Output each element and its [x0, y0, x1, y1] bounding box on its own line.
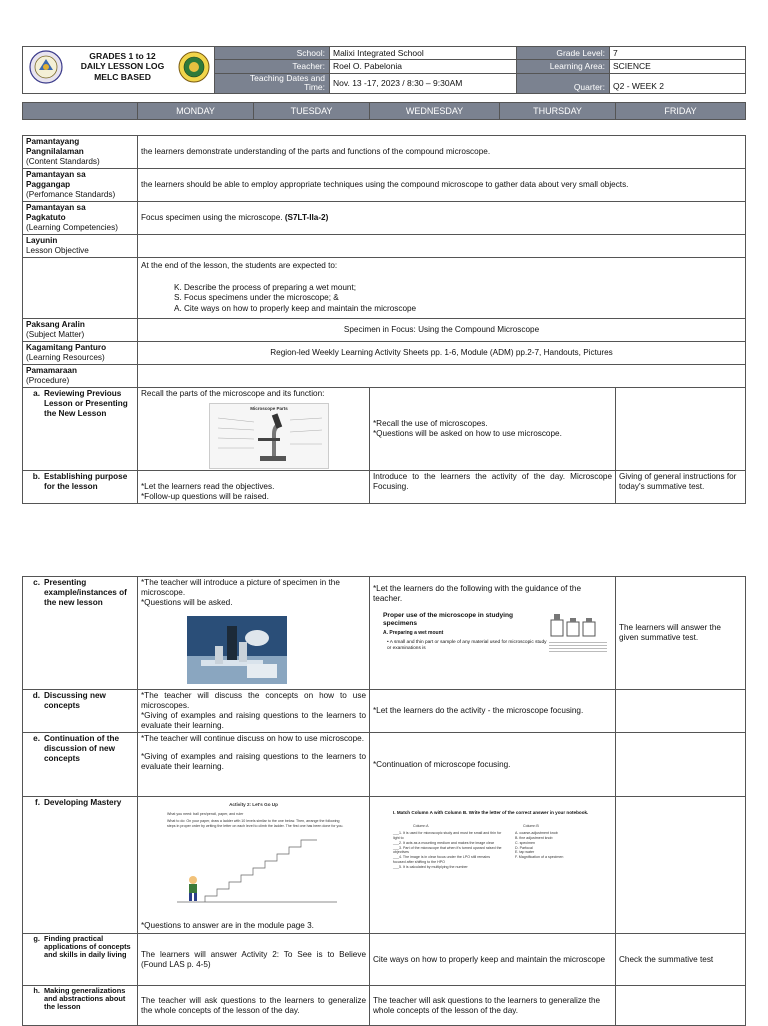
dates-value: Nov. 13 -17, 2023 / 8:30 – 9:30AM: [330, 73, 517, 93]
microscope-parts-image: [209, 403, 329, 469]
procedure-row: [23, 365, 746, 388]
step-f-monday: [138, 797, 370, 934]
step-a-monday: [138, 388, 370, 471]
step-c-label: [23, 577, 138, 690]
subject-matter-text: Specimen in Focus: Using the Compound Microscope: [138, 319, 746, 342]
step-g-label: [23, 934, 138, 986]
area-label: Learning Area:: [517, 60, 610, 73]
step-h-monday: The teacher will ask questions to the learners to generalize the whole concepts of the lesson of the day.: [138, 986, 370, 1026]
content-label-line-3: (Content Standards): [26, 157, 100, 166]
step-f-wednesday: [370, 797, 616, 934]
step-h-letter: h.: [33, 986, 40, 995]
step-c-title: Presenting example/instances of the new lesson: [44, 578, 127, 607]
step-g-row: [23, 934, 746, 986]
matching-item-b-2: B. fine adjustment knob: [515, 835, 553, 840]
quarter-label: Quarter:: [517, 73, 610, 93]
school-seal-icon: [178, 51, 210, 83]
day-monday: MONDAY: [138, 103, 254, 120]
objective-label: [23, 235, 138, 258]
step-b-friday: Giving of general instructions for today's summative test.: [616, 471, 746, 504]
resources-row: [23, 342, 746, 365]
dates-label: [215, 73, 330, 93]
step-e-monday-text-1: *The teacher will continue discuss on how to use microscope.: [141, 734, 364, 743]
ladder-activity-title: Activity 2: Let's Go Up: [229, 802, 278, 807]
microscope-diagram-icon: [210, 404, 328, 468]
wet-mount-bullet-text: A small and thin part or sample of any material used for microscopic study or examinations is: [387, 640, 547, 652]
objective-a: A. Cite ways on how to properly keep and maintain the microscope: [174, 303, 417, 313]
performance-standards-text: the learners should be able to employ appropriate techniques using the compound microscope to gather data about very small objects.: [138, 169, 746, 202]
step-e-row: [23, 733, 746, 797]
step-d-friday: [616, 690, 746, 733]
objectives-blank-label: [23, 258, 138, 319]
obj-label-line-1: Layunin: [26, 236, 58, 245]
step-h-title: Making generalizations and abstractions about the lesson: [44, 986, 126, 1012]
step-b-wednesday: Introduce to the learners the activity of the day. Microscope Focusing.: [370, 471, 616, 504]
ladder-activity-do: What to do: On your paper, draw a ladder with 10 levels similar to the one below. Then, arrange the following steps in proper order by writing the letter on each level to climb the ladder. The first one has been done for you.: [167, 819, 344, 828]
resources-label-line-1: Kagamitang Panturo: [26, 343, 107, 352]
step-h-friday: [616, 986, 746, 1026]
content-label-line-1: Pamantayang: [26, 137, 80, 146]
day-tuesday: TUESDAY: [254, 103, 370, 120]
step-e-monday: [138, 733, 370, 797]
procedure-label-line-2: (Procedure): [26, 376, 70, 385]
days-blank: [23, 103, 138, 120]
comp-label-line-2: Pagkatuto: [26, 213, 66, 222]
step-f-letter: f.: [34, 798, 40, 807]
teacher-value: Roel O. Pabelonia: [330, 60, 517, 73]
title-line-2: DAILY LESSON LOG: [80, 61, 165, 72]
dates-label-line-2: Time:: [304, 82, 325, 93]
competency-text: Focus specimen using the microscope.: [141, 213, 283, 222]
grade-value: 7: [610, 47, 746, 60]
resources-label-line-2: (Learning Resources): [26, 353, 105, 362]
step-c-monday-text: *The teacher will introduce a picture of specimen in the microscope. *Questions will be asked.: [141, 578, 340, 607]
step-f-monday-text: *Questions to answer are in the module page 3.: [141, 921, 314, 930]
step-g-friday: Check the summative test: [616, 934, 746, 986]
performance-standards-label: [23, 169, 138, 202]
matching-item-a-2: ___2. It acts as a mounting medium and makes the image clear: [393, 840, 495, 845]
matching-items-a: [393, 831, 503, 870]
matching-title: I. Match Column A with Column B. Write the letter of the correct answer in your notebook.: [393, 810, 589, 815]
perf-label-line-3: (Perfomance Standards): [26, 190, 116, 199]
step-g-monday: The learners will answer Activity 2: To See is to Believe (Found LAS p. 4-5): [138, 934, 370, 986]
title-cell: [23, 47, 215, 94]
wet-mount-link: [549, 642, 607, 652]
competencies-row: [23, 202, 746, 235]
content-label-line-2: Pangnilalaman: [26, 147, 84, 156]
competency-code: (S7LT-IIa-2): [284, 213, 329, 222]
matching-item-b-5: E. tap water: [515, 850, 535, 855]
microscope-photo-icon: [187, 616, 287, 684]
step-g-wednesday: Cite ways on how to properly keep and maintain the microscope: [370, 934, 616, 986]
step-e-label: [23, 733, 138, 797]
matching-column-b: Column B: [523, 824, 539, 828]
wet-mount-bullet: [387, 640, 547, 652]
perf-label-line-2: Paggangap: [26, 180, 71, 189]
performance-standards-row: [23, 169, 746, 202]
objective-k: K. Describe the process of preparing a wet mount;: [174, 283, 357, 292]
objectives-row: [23, 258, 746, 319]
wet-mount-image: [373, 610, 612, 674]
title-line-3: MELC BASED: [94, 71, 151, 82]
step-a-wednesday: *Recall the use of microscopes. *Questions will be asked on how to use microscope.: [370, 388, 616, 471]
matching-item-b-4: D. Parfocal: [515, 845, 533, 850]
step-e-title: Continuation of the discussion of new concepts: [44, 734, 120, 763]
ladder-steps-icon: [177, 836, 347, 906]
lesson-table-part-2: [22, 576, 746, 1026]
matching-type-image: [373, 798, 612, 928]
step-a-title: Reviewing Previous Lesson or Presenting the New Lesson: [44, 389, 128, 418]
objective-s: S. Focus specimens under the microscope; &: [174, 293, 339, 303]
step-e-monday-text-2: *Giving of examples and raising questions to the learners to evaluate their learning.: [141, 752, 366, 771]
content-standards-text: the learners demonstrate understanding of the parts and functions of the compound microscope.: [138, 136, 746, 169]
ladder-activity-need: What you need: ball pen/pencil, paper, and ruler: [167, 812, 244, 816]
step-b-letter: b.: [32, 472, 40, 481]
competencies-text: [138, 202, 746, 235]
obj-label-line-2: Lesson Objective: [26, 246, 89, 255]
title-line-1: GRADES 1 to 12: [89, 51, 156, 61]
content-standards-label: [23, 136, 138, 169]
day-thursday: THURSDAY: [500, 103, 616, 120]
competencies-label: [23, 202, 138, 235]
step-d-wednesday: *Let the learners do the activity - the microscope focusing.: [370, 690, 616, 733]
step-c-letter: c.: [33, 578, 40, 587]
subject-label-line-2: (Subject Matter): [26, 330, 85, 339]
school-value: Malixi Integrated School: [330, 47, 517, 60]
lesson-table-part-1: [22, 135, 746, 504]
step-c-row: [23, 577, 746, 690]
matching-item-a-4: ___4. The image is in clear focus under the LPO still remains focused after shifting to the HPO: [393, 855, 491, 865]
step-b-monday: *Let the learners read the objectives. *Follow-up questions will be raised.: [138, 471, 370, 504]
bullet-dot-icon: •: [387, 640, 389, 645]
step-d-monday: *The teacher will discuss the concepts on how to use microscopes. *Giving of examples and raising questions to the learners to evaluate their learning.: [138, 690, 370, 733]
matching-item-a-5: ___5. It is calculated by multiplying the number: [393, 864, 468, 869]
header-table: [22, 46, 746, 94]
deped-seal-icon: [29, 50, 63, 84]
dates-label-line-1: Teaching Dates and: [249, 73, 325, 83]
step-h-row: [23, 986, 746, 1026]
resources-text: Region-led Weekly Learning Activity Sheets pp. 1-6, Module (ADM) pp.2-7, Handouts, Pictures: [138, 342, 746, 365]
step-f-row: [23, 797, 746, 934]
subject-matter-label: [23, 319, 138, 342]
step-a-monday-text: Recall the parts of the microscope and its function:: [141, 389, 325, 398]
step-c-monday: [138, 577, 370, 690]
matching-item-b-1: A. coarse-adjustment knob: [515, 831, 558, 835]
matching-item-b-6: F. Magnification of a specimen: [515, 855, 564, 860]
days-header: [22, 102, 746, 120]
step-g-letter: g.: [33, 934, 40, 943]
perf-label-line-1: Pamantayan sa: [26, 170, 86, 179]
step-d-letter: d.: [32, 691, 40, 700]
step-e-wednesday: *Continuation of microscope focusing.: [370, 733, 616, 797]
school-label: School:: [215, 47, 330, 60]
area-value: SCIENCE: [610, 60, 746, 73]
objective-label-row: [23, 235, 746, 258]
step-f-title: Developing Mastery: [44, 798, 122, 807]
step-b-label: [23, 471, 138, 504]
step-g-title: Finding practical applications of concepts and skills in daily living: [44, 934, 131, 960]
objectives-text: [138, 258, 746, 319]
step-f-friday: [616, 797, 746, 934]
step-a-letter: a.: [33, 389, 40, 398]
step-a-friday: [616, 388, 746, 471]
step-a-row: [23, 388, 746, 471]
step-c-wednesday-text: *Let the learners do the following with the guidance of the teacher.: [373, 584, 582, 603]
step-d-row: [23, 690, 746, 733]
content-standards-row: [23, 136, 746, 169]
grade-label: Grade Level:: [517, 47, 610, 60]
step-h-label: [23, 986, 138, 1026]
procedure-blank: [138, 365, 746, 388]
procedure-label: [23, 365, 138, 388]
step-h-wednesday: The teacher will ask questions to the learners to generalize the whole concepts of the lesson of the day.: [370, 986, 616, 1026]
day-friday: FRIDAY: [616, 103, 746, 120]
teacher-label: Teacher:: [215, 60, 330, 73]
matching-column-a: Column A: [413, 824, 429, 828]
ladder-activity-image: [141, 798, 366, 906]
comp-label-line-1: Pamantayan sa: [26, 203, 86, 212]
procedure-label-line-1: Pamamaraan: [26, 366, 77, 375]
wet-mount-subtitle: A. Preparing a wet mount: [383, 630, 444, 636]
step-a-label: [23, 388, 138, 471]
day-wednesday: WEDNESDAY: [370, 103, 500, 120]
lab-jars-icon: [549, 612, 597, 638]
objectives-intro: At the end of the lesson, the students are expected to:: [141, 261, 338, 270]
matching-item-a-1: ___1. It is used for microscopic study and must be small and thin for light to: [393, 831, 502, 840]
step-c-friday: The learners will answer the given summative test.: [616, 577, 746, 690]
subject-matter-row: [23, 319, 746, 342]
subject-label-line-1: Paksang Aralin: [26, 320, 85, 329]
quarter-value: Q2 - WEEK 2: [610, 73, 746, 93]
objective-blank: [138, 235, 746, 258]
matching-item-b-3: C. specimen: [515, 840, 535, 845]
wet-mount-title: Proper use of the microscope in studying specimens: [383, 612, 514, 627]
step-e-letter: e.: [33, 734, 40, 743]
step-b-row: [23, 471, 746, 504]
matching-items-b: [515, 831, 595, 860]
step-b-title: Establishing purpose for the lesson: [44, 472, 128, 491]
comp-label-line-3: (Learning Competencies): [26, 223, 118, 232]
step-c-wednesday: [370, 577, 616, 690]
resources-label: [23, 342, 138, 365]
step-f-label: [23, 797, 138, 934]
microscope-parts-title: Microscope Parts: [250, 406, 288, 411]
step-d-title: Discussing new concepts: [44, 691, 106, 710]
matching-item-a-3: ___3. Part of the microscope that when it's turned upward raised the objectives: [393, 845, 502, 855]
step-d-label: [23, 690, 138, 733]
step-e-friday: [616, 733, 746, 797]
